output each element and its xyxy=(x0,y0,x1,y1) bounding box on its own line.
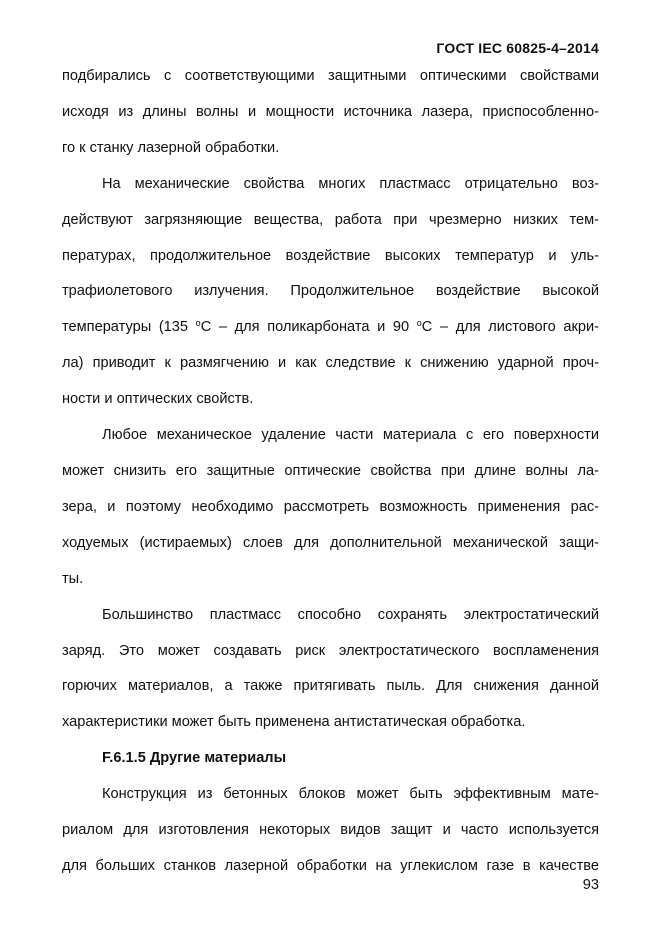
text-line: заряд. Это может создавать риск электростатического воспламенения xyxy=(62,642,599,659)
text-line: ты. xyxy=(62,570,84,587)
text-line: Большинство пластмасс способно сохранять электростатический xyxy=(102,606,599,623)
text-line: подбирались с соответствующими защитными оптическими свойствами xyxy=(62,68,599,84)
paragraph-5 xyxy=(62,777,599,885)
degree-sign: o xyxy=(195,318,201,329)
text-line: Конструкция из бетонных блоков может быть эффективным мате- xyxy=(102,786,599,803)
degree-sign: o xyxy=(416,318,422,329)
text-line: Любое механическое удаление части материала с его поверхности xyxy=(102,427,599,444)
text-line: ности и оптических свойств. xyxy=(62,391,254,408)
text-line: исходя из длины волны и мощности источника лазера, приспособленно- xyxy=(62,103,599,120)
temp-text-part: C – для поликарбоната и 90 xyxy=(200,319,417,336)
text-line: горючих материалов, а также притягивать пыль. Для снижения данной xyxy=(62,678,599,695)
text-line: для больших станков лазерной обработки на углекислом газе в качестве xyxy=(62,857,599,874)
paragraph-4 xyxy=(62,598,599,742)
paragraph-1 xyxy=(62,59,599,167)
text-line: характеристики может быть применена антистатическая обработка. xyxy=(62,714,526,731)
text-line: зера, и поэтому необходимо рассмотреть возможность применения рас- xyxy=(62,498,599,515)
text-line: действуют загрязняющие вещества, работа при чрезмерно низких тем- xyxy=(62,211,599,228)
page-content xyxy=(62,59,599,885)
paragraph-3 xyxy=(62,418,599,598)
page-number: 93 xyxy=(582,877,599,893)
document-id: ГОСТ IEC 60825-4–2014 xyxy=(436,40,599,56)
temp-text-part: температуры (135 xyxy=(62,319,196,336)
section-heading: F.6.1.5 Другие материалы xyxy=(102,750,287,767)
text-line: трафиолетового излучения. Продолжительное воздействие высокой xyxy=(62,283,599,300)
text-line: может снизить его защитные оптические свойства при длине волны ла- xyxy=(62,462,599,479)
text-line: риалом для изготовления некоторых видов защит и часто используется xyxy=(62,822,599,839)
paragraph-2 xyxy=(62,167,599,418)
text-line: На механические свойства многих пластмасс отрицательно воз- xyxy=(102,175,599,192)
document-header xyxy=(436,40,599,56)
text-line: го к станку лазерной обработки. xyxy=(62,139,280,156)
text-line: ходуемых (истираемых) слоев для дополнительной механической защи- xyxy=(62,534,599,551)
text-line: пературах, продолжительное воздействие высоких температур и уль- xyxy=(62,247,599,264)
text-line: ла) приводит к размягчению и как следствие к снижению ударной проч- xyxy=(62,355,599,372)
text-line-temperature xyxy=(62,310,599,346)
temp-text-part: C – для листового акри- xyxy=(421,319,599,336)
